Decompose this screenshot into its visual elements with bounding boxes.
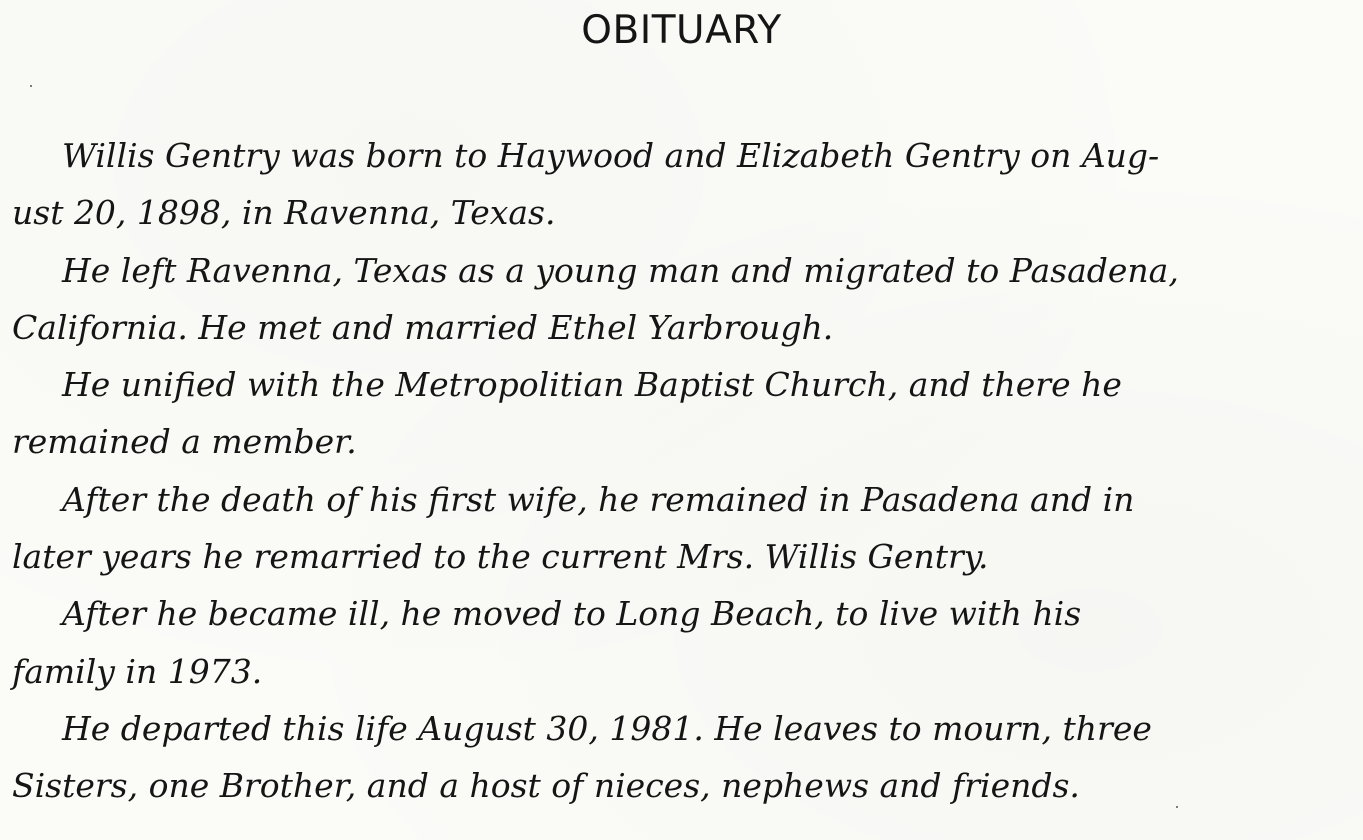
- scan-speck: [30, 85, 32, 87]
- text-line: remained a member.: [12, 422, 357, 462]
- text-line: family in 1973.: [12, 651, 263, 691]
- text-line: He unified with the Metropolitian Baptist Church, and there he: [62, 365, 1122, 405]
- obituary-body: [12, 127, 1357, 815]
- text-line: California. He met and married Ethel Yarbrough.: [12, 307, 834, 347]
- text-line: He left Ravenna, Texas as a young man and migrated to Pasadena,: [62, 250, 1179, 290]
- document-title: OBITUARY: [581, 8, 782, 53]
- text-line: ust 20, 1898, in Ravenna, Texas.: [12, 193, 556, 233]
- text-line: Sisters, one Brother, and a host of nieces, nephews and friends.: [12, 766, 1080, 806]
- text-line: He departed this life August 30, 1981. He leaves to mourn, three: [62, 708, 1152, 748]
- scan-speck: [1176, 806, 1178, 808]
- text-line: After he became ill, he moved to Long Beach, to live with his: [62, 594, 1082, 634]
- text-line: After the death of his first wife, he remained in Pasadena and in: [62, 479, 1135, 519]
- text-line: later years he remarried to the current Mrs. Willis Gentry.: [12, 537, 989, 577]
- text-line: Willis Gentry was born to Haywood and Elizabeth Gentry on Aug-: [62, 136, 1160, 175]
